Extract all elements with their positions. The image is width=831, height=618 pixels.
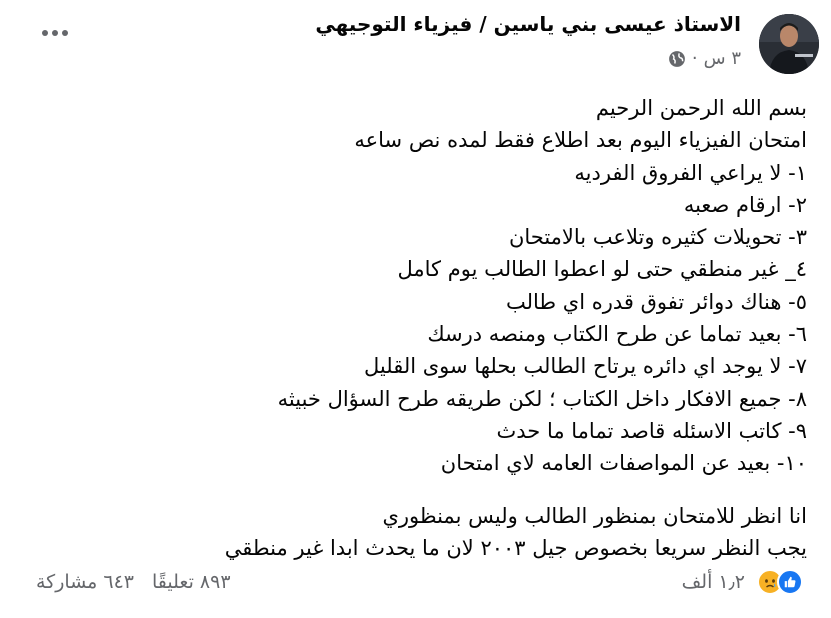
more-dot-icon: [62, 30, 68, 36]
post-line: ٨- جميع الافكار داخل الكتاب ؛ لكن طريقه طرح السؤال خبيثه: [277, 386, 807, 411]
post-footer: [0, 565, 831, 605]
comments-count[interactable]: ٨٩٣ تعليقًا: [152, 571, 231, 593]
post-meta: [668, 48, 741, 69]
post-line: ٩- كاتب الاسئله قاصد تماما ما حدث: [496, 418, 807, 443]
more-dot-icon: [42, 30, 48, 36]
shares-count[interactable]: ٦٤٣ مشاركة: [36, 571, 134, 593]
meta-separator: ·: [691, 48, 698, 69]
post-closing-line: انا انظر للامتحان بمنظور الطالب وليس بمنظوري: [382, 503, 807, 528]
engagement-stats: [36, 571, 231, 593]
post-line: ٣- تحويلات كثيره وتلاعب بالامتحان: [508, 225, 807, 250]
reaction-icons: [757, 569, 803, 595]
reactions-summary[interactable]: [682, 569, 803, 595]
globe-icon[interactable]: [668, 50, 686, 68]
post-line: ١٠- بعيد عن المواصفات العامه لاي امتحان: [440, 451, 807, 476]
post-body: [27, 92, 807, 564]
avatar[interactable]: [759, 14, 819, 74]
post-author-name[interactable]: الاستاذ عيسى بني ياسين / فيزياء التوجيهي: [315, 12, 741, 36]
post-line: ٤_ غير منطقي حتى لو اعطوا الطالب يوم كامل: [397, 257, 807, 282]
post-line: بسم الله الرحمن الرحيم: [595, 96, 807, 120]
more-options-button[interactable]: [38, 24, 72, 42]
like-icon: [777, 569, 803, 595]
paragraph-gap: [27, 480, 807, 500]
post-line: ٥- هناك دوائر تفوق قدره اي طالب: [505, 289, 807, 314]
more-dot-icon: [52, 30, 58, 36]
post-line: ٢- ارقام صعبه: [683, 192, 807, 217]
post-line: ٦- بعيد تماما عن طرح الكتاب ومنصه درسك: [427, 322, 807, 347]
avatar-photo: [759, 14, 819, 74]
post-line: ٧- لا يوجد اي دائره يرتاح الطالب بحلها سوى القليل: [364, 354, 807, 379]
post-line: امتحان الفيزياء اليوم بعد اطلاع فقط لمده نص ساعه: [354, 128, 807, 153]
post-time[interactable]: ٣ س: [703, 48, 741, 69]
post-line: ١- لا يراعي الفروق الفرديه: [574, 160, 807, 185]
reaction-count[interactable]: ١٫٢ ألف: [681, 571, 745, 593]
post-closing-line: يجب النظر سريعا بخصوص جيل ٢٠٠٣ لان ما يحدث ابدا غير منطقي: [224, 535, 807, 560]
